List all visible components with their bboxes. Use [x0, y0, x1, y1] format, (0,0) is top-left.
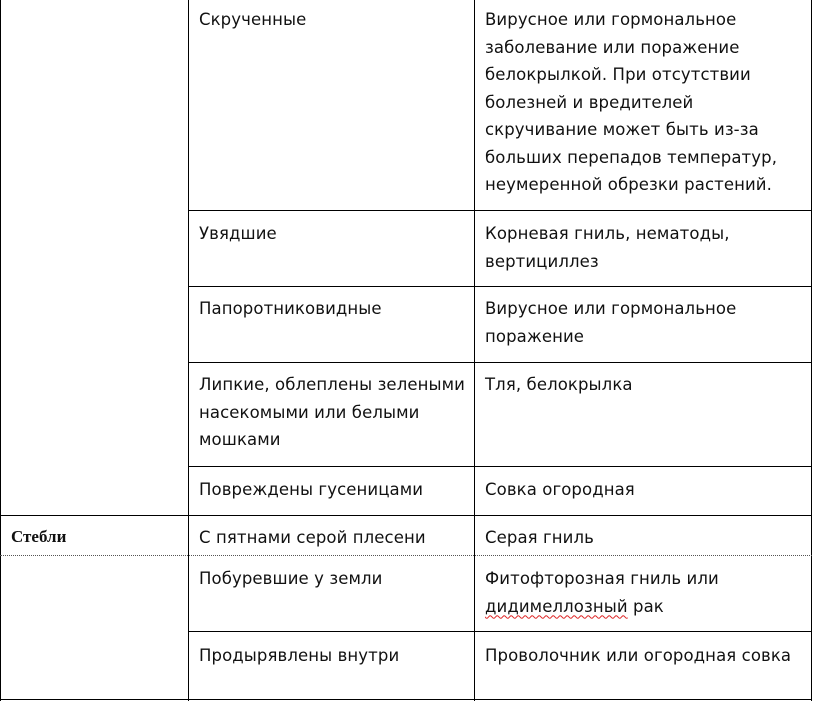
row-group-label: Стебли [11, 527, 67, 546]
row-divider [188, 631, 812, 632]
table-border-bottom [0, 699, 812, 700]
table-cell-symptom: Продырявлены внутри [199, 646, 400, 665]
table-cell-cause: Серая гниль [485, 528, 594, 547]
table-cell-cause: Тля, белокрылка [485, 375, 633, 394]
table-cell-symptom: С пятнами серой плесени [199, 528, 426, 547]
table-cell-symptom: Папоротниковидные [199, 299, 382, 318]
table-cell-symptom: Повреждены гусеницами [199, 480, 424, 499]
row-divider [188, 362, 812, 363]
table-cell-symptom: Липкие, облеплены зелеными насекомыми или белыми мошками [199, 375, 465, 449]
table-cell-symptom: Увядшие [199, 224, 277, 243]
table-cell-cause: Вирусное или гормональное поражение [485, 299, 737, 346]
table-cell-cause: Корневая гниль, нематоды, вертициллез [485, 224, 730, 271]
column-divider-2 [474, 0, 475, 701]
table-cell-cause [485, 565, 805, 620]
table-cell-symptom: Скрученные [199, 10, 307, 29]
table-cell-cause: Совка огородная [485, 480, 635, 499]
table-border-left [0, 0, 1, 701]
row-divider [0, 515, 812, 516]
row-divider-dotted [0, 555, 812, 556]
row-divider [188, 210, 812, 211]
row-divider [188, 466, 812, 467]
table-cell-cause: Проволочник или огородная совка [485, 646, 792, 665]
cause-text-line: рак [627, 596, 664, 616]
column-divider-1 [188, 0, 189, 701]
table-cell-symptom: Побуревшие у земли [199, 569, 383, 588]
row-divider [188, 286, 812, 287]
table-cell-cause: Вирусное или гормональное заболевание или поражение белокрылкой. При отсутствии болезней и вредителей скручивание может быть из-за больших перепадов температур, неумеренной обрезки растений. [485, 10, 778, 194]
cause-text-line: Фитофторозная гниль или [485, 569, 719, 588]
table-border-right [811, 0, 812, 701]
spellcheck-flagged-word: дидимеллозный [485, 596, 628, 616]
